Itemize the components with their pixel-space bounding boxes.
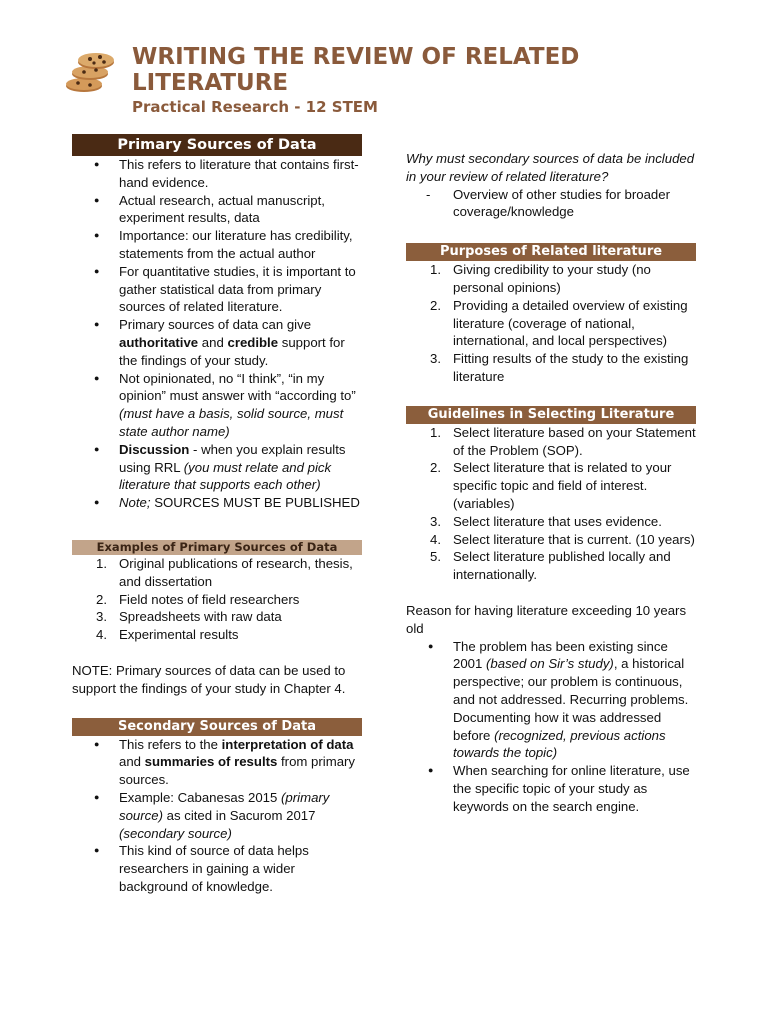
list-number: 3. xyxy=(430,351,441,367)
list-item-text: This refers to literature that contains first-hand evidence. xyxy=(119,157,359,190)
reason-list xyxy=(406,638,696,816)
list-item-text: Actual research, actual manuscript, experiment results, data xyxy=(119,192,325,226)
list-item xyxy=(406,424,696,460)
examples-heading: Examples of Primary Sources of Data xyxy=(72,540,362,555)
list-item xyxy=(406,261,696,297)
list-item-text: - when you explain results using RRL xyxy=(119,441,346,475)
examples-list xyxy=(72,555,362,644)
list-item-text: This refers to the xyxy=(119,736,222,752)
guidelines-list xyxy=(406,424,696,584)
list-item xyxy=(72,591,362,609)
list-item-text: Not opinionated, no “I think”, “in my opinion” must answer with “according to” xyxy=(119,370,356,404)
list-item-text: as cited in Sacurom 2017 xyxy=(162,807,316,823)
list-number: 3. xyxy=(96,609,107,625)
list-item-text: SOURCES MUST BE PUBLISHED xyxy=(150,495,360,511)
list-item-text: Select literature that uses evidence. xyxy=(453,513,662,529)
bold-text: Discussion xyxy=(119,441,190,457)
primary-sources-heading: Primary Sources of Data xyxy=(72,134,362,156)
italic-text: (primary source) xyxy=(119,789,330,823)
list-item xyxy=(406,297,696,350)
page-subtitle: Practical Research - 12 STEM xyxy=(132,98,378,116)
list-item-text: support for the findings of your study. xyxy=(119,334,345,368)
bold-text: interpretation of data xyxy=(221,736,354,752)
italic-text: (based on Sir’s study) xyxy=(486,656,614,672)
list-item xyxy=(72,156,362,192)
list-item-text: Importance: our literature has credibility, statements from the actual author xyxy=(119,228,353,261)
list-item-text: Select literature published locally and internationally. xyxy=(453,549,671,583)
list-item-text: and xyxy=(119,754,145,770)
list-item-text: Overview of other studies for broader coverage/knowledge xyxy=(453,186,670,220)
list-number: 2. xyxy=(96,591,107,607)
purposes-list xyxy=(406,261,696,386)
italic-text: (must have a basis, solid source, must state author name) xyxy=(119,406,344,439)
list-item xyxy=(72,370,362,441)
italic-text: Why must secondary sources of data be included in your review of related literature? xyxy=(406,151,695,184)
list-number: 4. xyxy=(96,627,107,643)
list-number: 3. xyxy=(430,513,441,529)
list-item-text: When searching for online literature, use the specific topic of your study as keywords on the search engine. xyxy=(453,763,690,814)
list-item-text: The problem has been existing since 2001 xyxy=(453,638,668,672)
italic-text: (secondary source) xyxy=(119,825,232,841)
bold-text: summaries of results xyxy=(144,754,278,770)
list-number: 2. xyxy=(430,460,441,476)
list-item xyxy=(72,555,362,591)
list-number: 2. xyxy=(430,297,441,313)
list-item-text: Field notes of field researchers xyxy=(119,591,300,607)
list-item-text: Select literature that is related to your specific topic and field of interest. (variables) xyxy=(453,460,672,511)
italic-text: (you must relate and pick literature that supports each other) xyxy=(119,459,332,493)
list-item xyxy=(406,186,696,222)
bold-text: credible xyxy=(227,334,279,350)
italic-text: Note; xyxy=(119,495,151,511)
list-item xyxy=(72,227,362,263)
list-item-text: and xyxy=(198,334,228,350)
list-item xyxy=(406,459,696,512)
list-item xyxy=(72,842,362,895)
list-item-text: Providing a detailed overview of existing literature (coverage of national, international, and local perspectives) xyxy=(453,297,688,349)
cookie-stack-icon xyxy=(64,48,118,94)
right-column xyxy=(406,150,696,816)
list-item-text: Primary sources of data can give xyxy=(119,317,312,333)
list-item xyxy=(406,513,696,531)
list-item xyxy=(72,263,362,316)
list-item-text: Original publications of research, thesis, and dissertation xyxy=(119,555,353,589)
list-item xyxy=(72,736,362,789)
why-question xyxy=(406,150,696,186)
bold-text: authoritative xyxy=(119,334,199,350)
list-item-text: Select literature based on your Statement of the Problem (SOP). xyxy=(453,424,696,458)
reason-intro: Reason for having literature exceeding 10 years old xyxy=(406,602,687,636)
list-item xyxy=(406,638,696,763)
left-column xyxy=(72,134,362,896)
list-item xyxy=(72,441,362,494)
secondary-sources-heading: Secondary Sources of Data xyxy=(72,718,362,736)
list-item xyxy=(72,192,362,228)
list-number: 4. xyxy=(430,531,441,547)
primary-note: NOTE: Primary sources of data can be used to support the findings of your study in Chapter 4. xyxy=(72,662,346,696)
list-item xyxy=(406,531,696,549)
list-number: 5. xyxy=(430,549,441,565)
list-item-text: , a historical perspective; our problem is continuous, and not addressed. Recurring problems. Documenting how it was addressed before xyxy=(453,656,689,743)
list-item-text: For quantitative studies, it is important to gather statistical data from primary sources of related literature. xyxy=(119,263,356,315)
secondary-sources-list xyxy=(72,736,362,896)
list-item-text: Spreadsheets with raw data xyxy=(119,609,282,625)
list-item xyxy=(72,789,362,842)
list-number: 1. xyxy=(96,555,107,571)
list-item-text: Example: Cabanesas 2015 xyxy=(119,789,282,805)
list-item xyxy=(72,626,362,644)
list-item xyxy=(72,316,362,369)
list-item xyxy=(72,494,362,512)
list-item xyxy=(406,762,696,815)
list-item-text: Fitting results of the study to the existing literature xyxy=(453,351,689,384)
guidelines-heading: Guidelines in Selecting Literature xyxy=(406,406,696,424)
list-item-text: Giving credibility to your study (no personal opinions) xyxy=(453,262,651,295)
list-item-text: from primary sources. xyxy=(119,754,356,788)
list-item xyxy=(406,350,696,386)
primary-sources-list xyxy=(72,156,362,512)
purposes-heading: Purposes of Related literature xyxy=(406,243,696,261)
page-title: WRITING THE REVIEW OF RELATED LITERATURE xyxy=(132,44,580,96)
list-item-text: Select literature that is current. (10 years) xyxy=(453,531,695,547)
list-number: 1. xyxy=(430,424,441,440)
why-answer-list xyxy=(406,186,696,222)
list-item-text: Experimental results xyxy=(119,627,239,643)
italic-text: (recognized, previous actions towards the topic) xyxy=(453,727,666,761)
list-number: 1. xyxy=(430,262,441,278)
list-item xyxy=(406,548,696,584)
list-item-text: This kind of source of data helps researchers in gaining a wider background of knowledge. xyxy=(119,843,309,894)
list-item xyxy=(72,608,362,626)
